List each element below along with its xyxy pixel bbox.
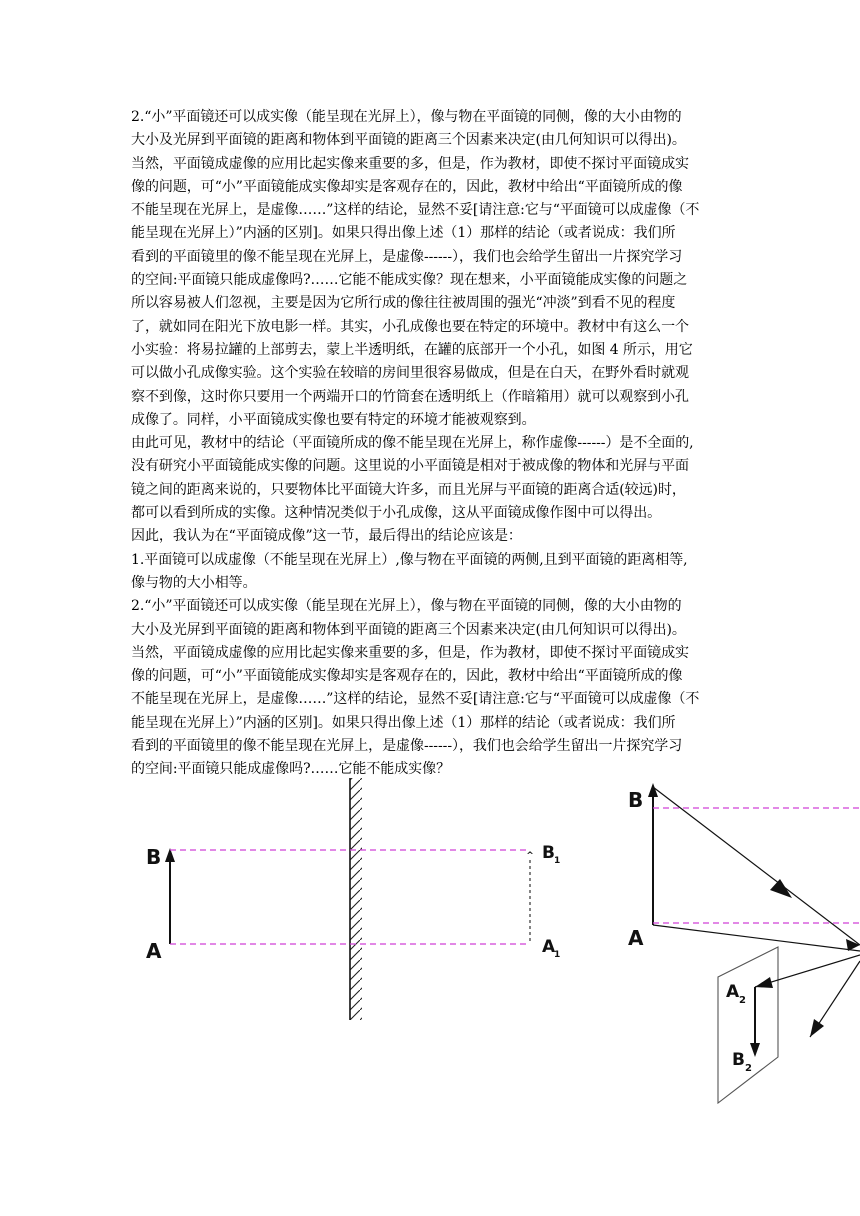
text-line: 像的问题，可“小”平面镜能成实像却实是客观存在的，因此，教材中给出“平面镜所成的像	[131, 668, 683, 685]
ray-b-arrowhead	[770, 879, 792, 898]
text-line: 镜之间的距离来说的，只要物体比平面镜大许多，而且光屏与平面镜的距离合适(较远)时，	[131, 481, 686, 498]
figure-virtual-image	[130, 770, 580, 1030]
text-line: 能呈现在光屏上）”内涵的区别]。如果只得出像上述（1）那样的结论（或者说成：我们所	[131, 714, 676, 731]
label-b1: B	[542, 843, 555, 863]
figure-real-image	[620, 775, 860, 1115]
screen	[718, 947, 778, 1103]
label-b: B	[146, 845, 162, 869]
text-line: 不能呈现在光屏上，是虚像……”这样的结论，显然不妥[请注意:它与“平面镜可以成虚像（不	[131, 202, 700, 219]
label-b: B	[628, 788, 644, 812]
text-line: 没有研究小平面镜能成实像的问题。这里说的小平面镜是相对于被成像的物体和光屏与平面	[131, 458, 689, 475]
text-line: 2.“小”平面镜还可以成实像（能呈现在光屏上），像与物在平面镜的同侧，像的大小由物的	[131, 598, 682, 615]
text-line: 2.“小”平面镜还可以成实像（能呈现在光屏上），像与物在平面镜的同侧，像的大小由物的	[131, 109, 682, 125]
text-line: 看到的平面镜里的像不能呈现在光屏上，是虚像------），我们也会给学生留出一片探究学习	[131, 248, 683, 265]
ray-b	[653, 787, 860, 945]
text-line: 不能呈现在光屏上，是虚像……”这样的结论，显然不妥[请注意:它与“平面镜可以成虚像（不	[131, 691, 700, 708]
text-line: 能呈现在光屏上）”内涵的区别]。如果只得出像上述（1）那样的结论（或者说成：我们所	[131, 225, 676, 242]
text-line: 1.平面镜可以成虚像（不能呈现在光屏上）,像与物在平面镜的两侧,且到平面镜的距离相等,	[131, 551, 688, 568]
text-line: 的空间:平面镜只能成虚像吗?……它能不能成实像？现在想来，小平面镜能成实像的问题之	[131, 272, 688, 289]
text-line: 小实验：将易拉罐的上部剪去，蒙上半透明纸，在罐的底部开一个小孔，如图 4 所示，用它	[131, 341, 693, 358]
text-line: 的空间:平面镜只能成虚像吗?……它能不能成实像？	[131, 761, 451, 778]
label-a: A	[146, 939, 162, 963]
reflected-ray-a-arrowhead	[755, 977, 773, 988]
document-body	[131, 106, 731, 782]
text-line: 察不到像，这时你只要用一个两端开口的竹筒套在透明纸上（作暗箱用）就可以观察到小孔	[131, 388, 689, 405]
label-a: A	[628, 926, 644, 950]
label-a1: A	[542, 937, 556, 957]
text-line: 可以做小孔成像实验。这个实验在较暗的房间里很容易做成，但是在白天，在野外看时就观	[131, 365, 689, 382]
text-line: 所以容易被人们忽视，主要是因为它所行成的像往往被周围的强光“冲淡”到看不见的程度	[131, 295, 676, 312]
label-b2: B	[732, 1050, 745, 1070]
text-line: 当然，平面镜成虚像的应用比起实像来重要的多，但是，作为教材，即使不探讨平面镜成实	[131, 155, 689, 172]
text-line: 由此可见，教材中的结论（平面镜所成的像不能呈现在光屏上，称作虚像------）是不全面的,	[131, 435, 694, 452]
text-line: 大小及光屏到平面镜的距离和物体到平面镜的距离三个因素来决定(由几何知识可以得出)。	[131, 132, 686, 149]
text-line: 因此，我认为在“平面镜成像”这一节，最后得出的结论应该是：	[131, 528, 522, 545]
text-line: 都可以看到所成的实像。这种情况类似于小孔成像，这从平面镜成像作图中可以得出。	[131, 505, 662, 522]
label-a2: A	[726, 982, 740, 1002]
text-line: 像与物的大小相等。	[131, 574, 257, 591]
mirror-hatching	[350, 778, 362, 1020]
label-b1-sub: 1	[554, 856, 561, 866]
ray-a	[653, 925, 860, 951]
text-line: 当然，平面镜成虚像的应用比起实像来重要的多，但是，作为教材，即使不探讨平面镜成实	[131, 644, 689, 661]
text-line: 像的问题，可“小”平面镜能成实像却实是客观存在的，因此，教材中给出“平面镜所成的像	[131, 178, 683, 195]
text-line: 成像了。同样，小平面镜成实像也要有特定的环境才能被观察到。	[131, 411, 536, 428]
image-arrowhead	[750, 1043, 760, 1057]
label-a2-sub: 2	[739, 995, 746, 1006]
label-b2-sub: 2	[745, 1063, 752, 1074]
label-a1-sub: 1	[554, 950, 561, 960]
reflected-ray-b-arrowhead	[810, 1019, 824, 1037]
text-line: 看到的平面镜里的像不能呈现在光屏上，是虚像------），我们也会给学生留出一片探究学习	[131, 738, 683, 755]
text-line: 大小及光屏到平面镜的距离和物体到平面镜的距离三个因素来决定(由几何知识可以得出)。	[131, 621, 686, 638]
svg-text:^: ^	[526, 851, 534, 861]
text-line: 了，就如同在阳光下放电影一样。其实，小孔成像也要在特定的环境中。教材中有这么一个	[131, 318, 689, 335]
ray-a-arrowhead	[846, 939, 860, 951]
